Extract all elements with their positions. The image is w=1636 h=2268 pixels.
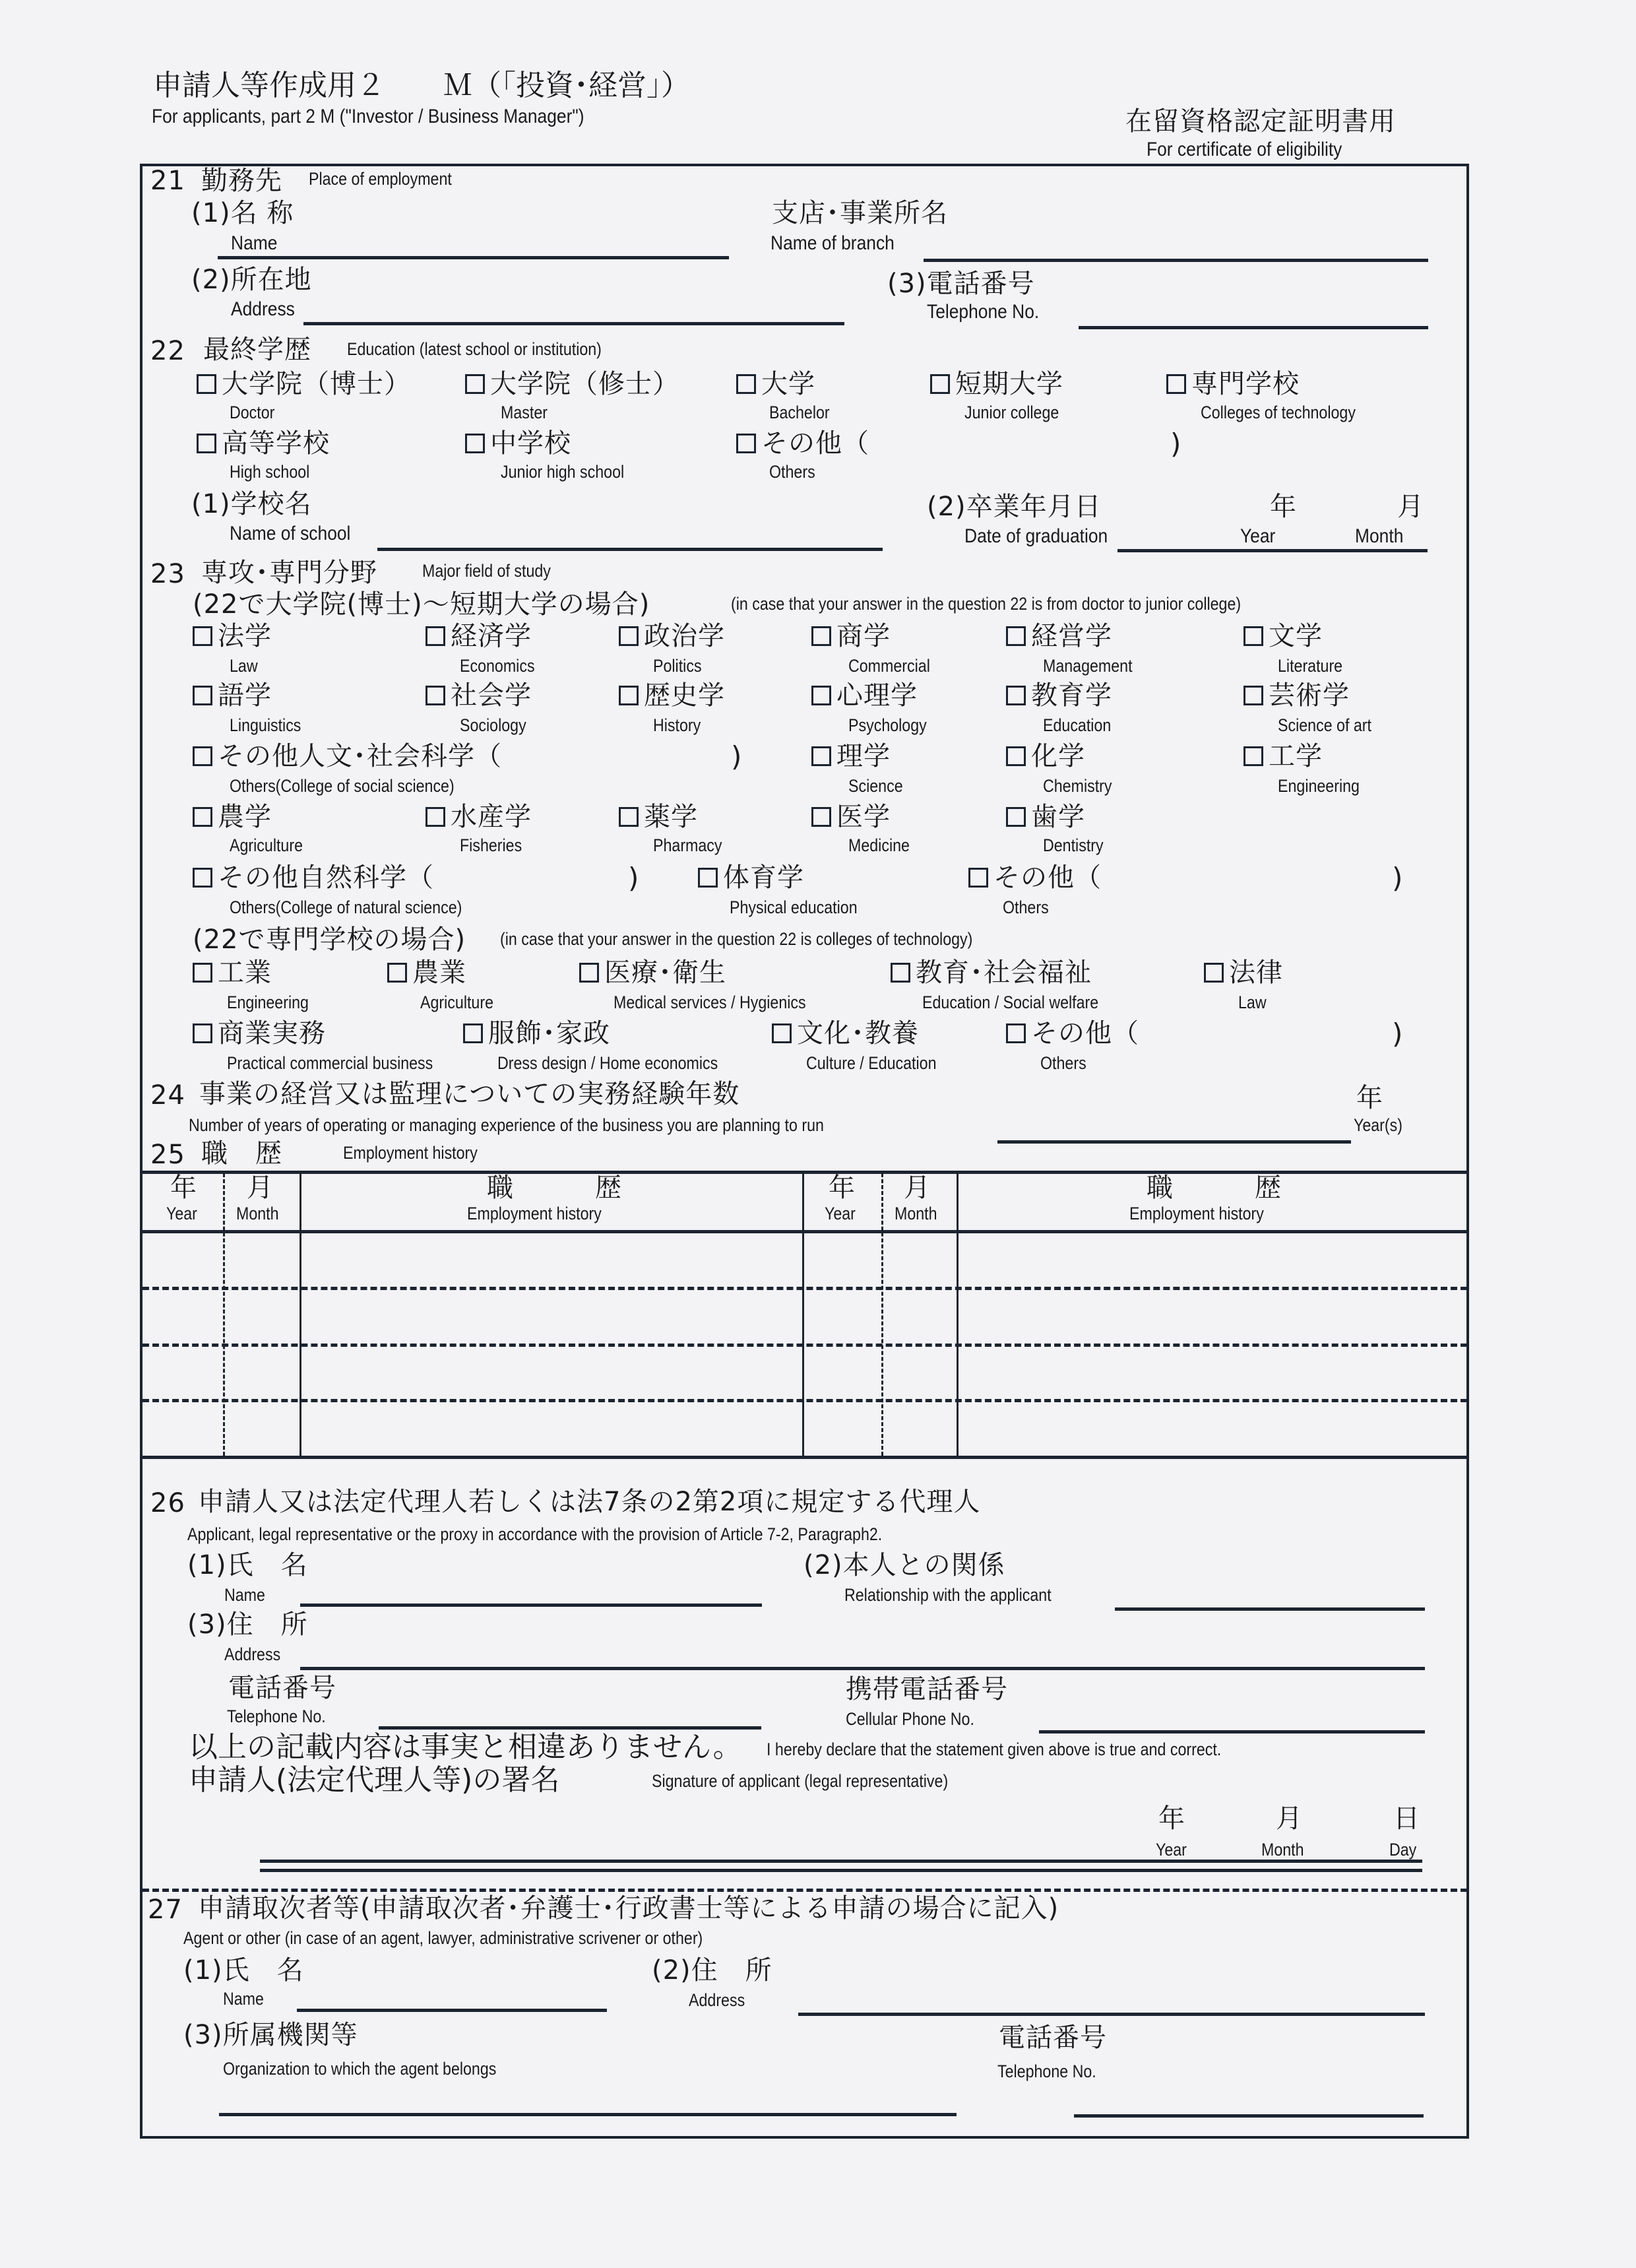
employer-telephone-field[interactable] xyxy=(1079,326,1428,329)
checkbox[interactable] xyxy=(736,374,756,394)
case-a-label-jp: (22で大学院(博士)～短期大学の場合) xyxy=(193,589,650,620)
employer-name-label-en: Name xyxy=(231,232,278,254)
col-year-jp: 年 xyxy=(829,1173,856,1203)
branch-name-field[interactable] xyxy=(924,259,1428,262)
applicant-telephone-label-jp: 電話番号 xyxy=(228,1673,336,1703)
checkbox[interactable] xyxy=(1006,626,1026,646)
checkbox[interactable] xyxy=(1204,963,1224,983)
col-year-en: Year xyxy=(825,1204,856,1223)
sign-day-unit-jp: 日 xyxy=(1393,1803,1420,1834)
section-title-jp: 最終学歴 xyxy=(203,335,311,365)
table-row-2-history-cell[interactable] xyxy=(302,1291,801,1342)
checkbox[interactable] xyxy=(698,868,718,888)
section-title-en: Applicant, legal representative or the proxy in accordance with the provision of Article 7-2, Paragraph2. xyxy=(187,1524,883,1544)
declaration-jp: 以上の記載内容は事実と相違ありません。 xyxy=(189,1730,742,1764)
checkbox[interactable] xyxy=(619,807,639,827)
section-title-en: Education (latest school or institution) xyxy=(347,339,602,359)
checkbox[interactable] xyxy=(1006,746,1026,766)
checkbox[interactable] xyxy=(425,807,445,827)
applicant-address-field[interactable] xyxy=(300,1667,1425,1670)
signature-line-double xyxy=(260,1869,1422,1872)
checkbox[interactable] xyxy=(619,686,639,705)
field-fisheries[interactable]: 水産学 Fisheries xyxy=(425,804,532,830)
checkbox[interactable] xyxy=(193,626,212,646)
section-title-en: Employment history xyxy=(343,1143,478,1163)
education-option-colleges-of-technology[interactable]: 専門学校 Colleges of technology xyxy=(1166,371,1300,397)
close-paren: ) xyxy=(1392,862,1403,894)
table-row-1-history-cell[interactable] xyxy=(302,1234,801,1285)
tech-field-dress-design[interactable]: 服飾･家政 Dress design / Home economics xyxy=(463,1020,610,1047)
col-history-jp: 職 歴 xyxy=(487,1173,622,1203)
checkbox[interactable] xyxy=(811,746,831,766)
checkbox[interactable] xyxy=(1166,374,1186,394)
field-others[interactable]: その他（ Others xyxy=(968,864,1102,891)
col-month-jp: 月 xyxy=(247,1173,274,1203)
row-divider xyxy=(142,1287,1467,1290)
checkbox[interactable] xyxy=(930,374,950,394)
field-history[interactable]: 歴史学 History xyxy=(619,682,725,709)
table-row-1-year-cell[interactable] xyxy=(145,1234,222,1285)
field-chemistry[interactable]: 化学 Chemistry xyxy=(1006,743,1085,769)
graduation-date-label-jp: (2)卒業年月日 xyxy=(927,492,1102,522)
checkbox[interactable] xyxy=(579,963,599,983)
col-history-en: Employment history xyxy=(467,1204,602,1223)
others-close-paren: ) xyxy=(1170,428,1181,460)
field-politics[interactable]: 政治学 Politics xyxy=(619,623,725,649)
address-label-jp: (2)所在地 xyxy=(191,265,312,295)
education-option-junior-college[interactable]: 短期大学 Junior college xyxy=(930,371,1063,397)
table-bottom-rule xyxy=(142,1456,1467,1459)
sign-day-unit-en: Day xyxy=(1389,1840,1417,1860)
checkbox[interactable] xyxy=(811,686,831,705)
checkbox[interactable] xyxy=(387,963,407,983)
applicant-cellphone-field[interactable] xyxy=(1039,1730,1425,1733)
graduation-month-unit-jp: 月 xyxy=(1397,492,1424,522)
section-title-jp: 専攻･専門分野 xyxy=(201,558,377,588)
field-psychology[interactable]: 心理学 Psychology xyxy=(811,682,918,709)
tech-field-culture-education[interactable]: 文化･教養 Culture / Education xyxy=(772,1020,919,1047)
checkbox[interactable] xyxy=(193,686,212,705)
sign-year-unit-en: Year xyxy=(1156,1840,1187,1860)
education-option-doctor[interactable]: 大学院（博士） Doctor xyxy=(197,371,411,397)
checkbox[interactable] xyxy=(193,807,212,827)
checkbox[interactable] xyxy=(193,963,212,983)
telephone-label-en: Telephone No. xyxy=(927,301,1040,323)
employer-name-field[interactable] xyxy=(218,256,729,259)
checkbox[interactable] xyxy=(465,434,485,453)
education-option-junior-high-school[interactable]: 中学校 Junior high school xyxy=(465,430,571,457)
section-number: 27 xyxy=(148,1895,183,1925)
checkbox[interactable] xyxy=(1006,686,1026,705)
form-title-jp: 申請人等作成用２ Ｍ（「投資･経営」） xyxy=(153,69,690,102)
field-education[interactable]: 教育学 Education xyxy=(1006,682,1112,709)
agent-address-label-en: Address xyxy=(689,1990,745,2010)
education-option-master[interactable]: 大学院（修士） Master xyxy=(465,371,679,397)
checkbox[interactable] xyxy=(197,374,216,394)
row-divider xyxy=(142,1399,1467,1402)
agent-address-field[interactable] xyxy=(798,2013,1425,2016)
checkbox[interactable] xyxy=(1243,626,1263,646)
education-option-others[interactable]: その他（ Others xyxy=(736,430,869,457)
field-others-natural-science[interactable]: その他自然科学（ Others(College of natural science) xyxy=(193,864,434,891)
col-month-jp: 月 xyxy=(904,1173,931,1203)
applicant-name-field[interactable] xyxy=(300,1604,762,1607)
graduation-year-unit-en: Year xyxy=(1240,525,1276,547)
table-row-3-history-cell[interactable] xyxy=(302,1347,801,1398)
checkbox[interactable] xyxy=(193,868,212,888)
checkbox[interactable] xyxy=(891,963,910,983)
applicant-name-label-en: Name xyxy=(224,1585,265,1605)
form-purpose-en: For certificate of eligibility xyxy=(1147,139,1342,160)
tech-field-engineering[interactable]: 工業 Engineering xyxy=(193,959,272,986)
column-divider xyxy=(223,1173,225,1456)
education-option-bachelor[interactable]: 大学 Bachelor xyxy=(736,371,815,397)
school-name-field[interactable] xyxy=(377,548,883,551)
tech-field-medical-services[interactable]: 医療･衛生 Medical services / Hygienics xyxy=(579,959,726,986)
applicant-telephone-field[interactable] xyxy=(379,1726,761,1730)
field-others-social-science[interactable]: その他人文･社会科学（ Others(College of social science) xyxy=(193,743,502,769)
checkbox[interactable] xyxy=(1006,1023,1026,1043)
form-title-en: For applicants, part 2 M ("Investor / Business Manager") xyxy=(152,106,584,127)
checkbox[interactable] xyxy=(811,626,831,646)
checkbox[interactable] xyxy=(463,1023,483,1043)
section-title-jp: 事業の経営又は監理についての実務経験年数 xyxy=(199,1079,740,1109)
field-agriculture[interactable]: 農学 Agriculture xyxy=(193,804,272,830)
section-number: 21 xyxy=(150,166,185,196)
graduation-date-field[interactable] xyxy=(1117,549,1428,552)
section-title-en: Place of employment xyxy=(309,169,452,189)
col-year-en: Year xyxy=(166,1204,197,1223)
case-b-label-en: (in case that your answer in the question 22 is colleges of technology) xyxy=(500,929,973,949)
agent-name-label-en: Name xyxy=(223,1989,264,2009)
section-title-en: Agent or other (in case of an agent, lawyer, administrative scrivener or other) xyxy=(183,1928,703,1948)
agent-telephone-field[interactable] xyxy=(1074,2114,1424,2118)
agent-organization-field[interactable] xyxy=(219,2113,957,2116)
section-divider xyxy=(142,1889,1467,1892)
checkbox[interactable] xyxy=(425,686,445,705)
experience-years-field[interactable] xyxy=(997,1140,1351,1144)
checkbox[interactable] xyxy=(1243,686,1263,705)
tech-field-education-social-welfare[interactable]: 教育･社会福祉 Education / Social welfare xyxy=(891,959,1092,986)
field-engineering[interactable]: 工学 Engineering xyxy=(1243,743,1323,769)
field-dentistry[interactable]: 歯学 Dentistry xyxy=(1006,804,1085,830)
table-row-4-history-cell[interactable] xyxy=(302,1403,801,1454)
checkbox[interactable] xyxy=(772,1023,792,1043)
graduation-year-unit-jp: 年 xyxy=(1270,492,1297,522)
applicant-address-label-jp: (3)住 所 xyxy=(187,1609,308,1640)
section-title-jp: 職 歴 xyxy=(201,1138,282,1169)
tech-field-law[interactable]: 法律 Law xyxy=(1204,959,1283,986)
field-law[interactable]: 法学 Law xyxy=(193,623,272,649)
column-divider xyxy=(957,1173,959,1456)
col-year-jp: 年 xyxy=(170,1173,197,1203)
school-name-label-en: Name of school xyxy=(230,523,351,544)
signature-label-jp: 申請人(法定代理人等)の署名 xyxy=(189,1763,560,1797)
tech-field-others[interactable]: その他（ Others xyxy=(1006,1020,1139,1047)
section-number: 25 xyxy=(150,1140,185,1170)
sign-year-unit-jp: 年 xyxy=(1158,1803,1185,1834)
col-history-en: Employment history xyxy=(1129,1204,1264,1223)
section-title-jp: 申請人又は法定代理人若しくは法7条の2第2項に規定する代理人 xyxy=(198,1487,981,1517)
row-divider xyxy=(142,1344,1467,1347)
checkbox[interactable] xyxy=(1006,807,1026,827)
education-option-high-school[interactable]: 高等学校 High school xyxy=(197,430,330,457)
section-number: 24 xyxy=(150,1080,185,1111)
section-title-jp: 申請取次者等(申請取次者･弁護士･行政書士等による申請の場合に記入) xyxy=(198,1893,1059,1924)
field-pharmacy[interactable]: 薬学 Pharmacy xyxy=(619,804,698,830)
field-linguistics[interactable]: 語学 Linguistics xyxy=(193,682,272,709)
applicant-name-label-jp: (1)氏 名 xyxy=(187,1550,308,1580)
sign-month-unit-jp: 月 xyxy=(1276,1803,1303,1834)
checkbox[interactable] xyxy=(1243,746,1263,766)
relationship-label-en: Relationship with the applicant xyxy=(844,1585,1052,1605)
form-purpose-jp: 在留資格認定証明書用 xyxy=(1125,106,1396,137)
agent-organization-label-jp: (3)所属機関等 xyxy=(183,2020,358,2050)
section-title-en: Major field of study xyxy=(422,561,551,581)
employer-name-label-jp: (1)名 称 xyxy=(191,198,294,228)
section-title-jp: 勤務先 xyxy=(201,166,282,196)
agent-name-field[interactable] xyxy=(297,2009,607,2012)
field-economics[interactable]: 経済学 Economics xyxy=(425,623,532,649)
section-number: 23 xyxy=(150,559,185,589)
case-b-label-jp: (22で専門学校の場合) xyxy=(193,924,466,955)
checkbox[interactable] xyxy=(193,746,212,766)
applicant-cellphone-label-en: Cellular Phone No. xyxy=(846,1709,974,1729)
field-commercial[interactable]: 商学 Commercial xyxy=(811,623,891,649)
agent-organization-label-en: Organization to which the agent belongs xyxy=(223,2059,497,2079)
close-paren: ) xyxy=(731,740,742,773)
table-header-rule xyxy=(142,1230,1467,1233)
column-divider xyxy=(299,1173,301,1456)
years-unit-jp: 年 xyxy=(1356,1083,1383,1113)
agent-name-label-jp: (1)氏 名 xyxy=(183,1955,304,1986)
applicant-cellphone-label-jp: 携帯電話番号 xyxy=(846,1674,1008,1704)
field-science-of-art[interactable]: 芸術学 Science of art xyxy=(1243,682,1350,709)
branch-name-label-jp: 支店･事業所名 xyxy=(772,198,948,228)
checkbox[interactable] xyxy=(968,868,988,888)
years-unit-en: Year(s) xyxy=(1354,1115,1403,1135)
checkbox[interactable] xyxy=(619,626,639,646)
field-science[interactable]: 理学 Science xyxy=(811,743,891,769)
checkbox[interactable] xyxy=(736,434,756,453)
graduation-month-unit-en: Month xyxy=(1355,525,1404,547)
employer-address-field[interactable] xyxy=(303,322,844,325)
section-number: 26 xyxy=(150,1488,185,1518)
applicant-address-label-en: Address xyxy=(224,1644,281,1664)
tech-field-practical-commercial[interactable]: 商業実務 Practical commercial business xyxy=(193,1020,326,1047)
address-label-en: Address xyxy=(231,298,295,320)
col-month-en: Month xyxy=(236,1204,279,1223)
field-management[interactable]: 経営学 Management xyxy=(1006,623,1112,649)
graduation-date-label-en: Date of graduation xyxy=(964,525,1108,547)
case-a-label-en: (in case that your answer in the question 22 is from doctor to junior college) xyxy=(731,594,1242,614)
close-paren: ) xyxy=(1392,1018,1403,1050)
field-physical-education[interactable]: 体育学 Physical education xyxy=(698,864,804,891)
section-number: 22 xyxy=(150,336,185,366)
section-title-en: Number of years of operating or managing experience of the business you are planning to run xyxy=(189,1115,824,1135)
close-paren: ) xyxy=(628,862,639,894)
sign-month-unit-en: Month xyxy=(1261,1840,1304,1860)
col-month-en: Month xyxy=(895,1204,937,1223)
field-medicine[interactable]: 医学 Medicine xyxy=(811,804,891,830)
agent-telephone-label-en: Telephone No. xyxy=(997,2061,1096,2081)
school-name-label-jp: (1)学校名 xyxy=(191,489,312,519)
checkbox[interactable] xyxy=(193,1023,212,1043)
checkbox[interactable] xyxy=(465,374,485,394)
tech-field-agriculture[interactable]: 農業 Agriculture xyxy=(387,959,466,986)
checkbox[interactable] xyxy=(425,626,445,646)
field-sociology[interactable]: 社会学 Sociology xyxy=(425,682,532,709)
applicant-telephone-label-en: Telephone No. xyxy=(227,1706,326,1726)
column-divider xyxy=(802,1173,804,1456)
agent-address-label-jp: (2)住 所 xyxy=(652,1955,772,1986)
declaration-en: I hereby declare that the statement given above is true and correct. xyxy=(767,1739,1222,1759)
field-literature[interactable]: 文学 Literature xyxy=(1243,623,1323,649)
checkbox[interactable] xyxy=(811,807,831,827)
column-divider xyxy=(881,1173,883,1456)
telephone-label-jp: (3)電話番号 xyxy=(887,269,1035,299)
signature-label-en: Signature of applicant (legal representative) xyxy=(652,1771,949,1791)
col-history-jp: 職 歴 xyxy=(1147,1173,1282,1203)
branch-name-label-en: Name of branch xyxy=(771,232,895,254)
signature-line[interactable] xyxy=(260,1860,1422,1863)
relationship-field[interactable] xyxy=(1115,1607,1425,1611)
checkbox[interactable] xyxy=(197,434,216,453)
table-row-1-history-cell-right[interactable] xyxy=(959,1234,1464,1285)
relationship-label-jp: (2)本人との関係 xyxy=(803,1550,1005,1580)
agent-telephone-label-jp: 電話番号 xyxy=(999,2023,1107,2053)
